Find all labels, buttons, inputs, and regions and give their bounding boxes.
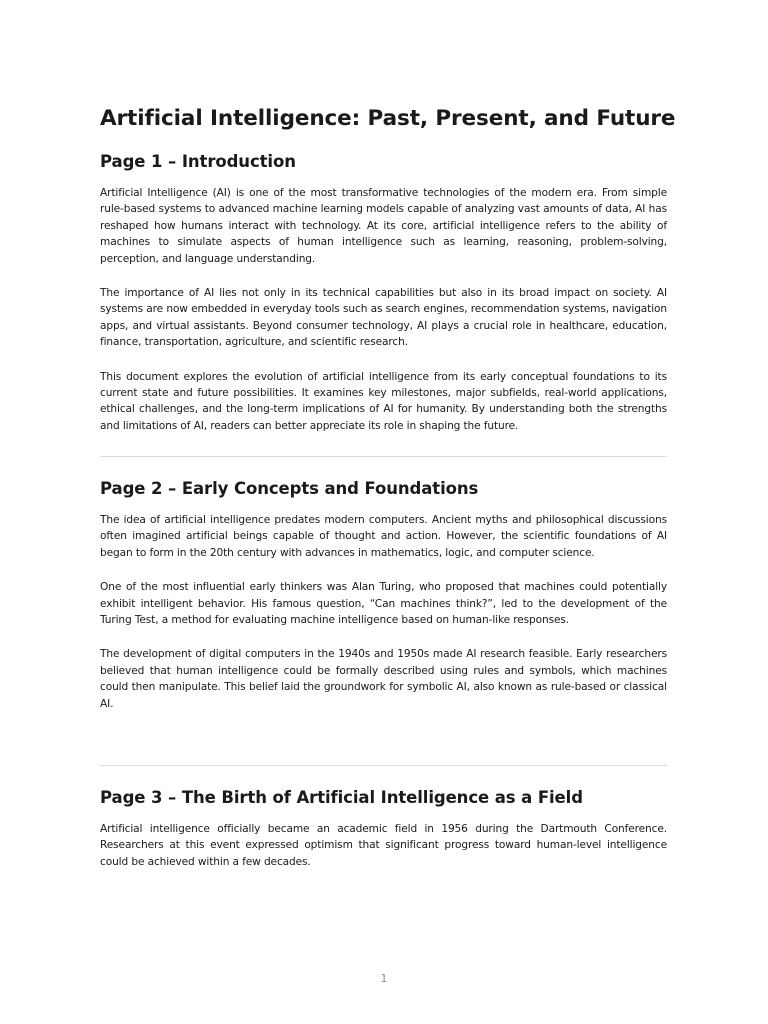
paragraph: Artificial Intelligence (AI) is one of the most transformative technologies of the modern era. From simple rule-based systems to advanced machine learning models capable of analyzing vast amounts of data, AI has reshaped how humans interact with technology. At its core, artificial intelligence refers to the ability of machines to simulate aspects of human intelligence such as learning, reasoning, problem-solving, perception, and language understanding.: [100, 187, 667, 265]
paragraph: The development of digital computers in the 1940s and 1950s made AI research feasible. Early researchers believed that human intelligence could be formally described using rules and symbols, which machines could then manipulate. This belief laid the groundwork for symbolic AI, also known as rule-based or classical AI.: [100, 648, 667, 710]
section-birth-of-ai: [100, 786, 667, 870]
section-divider: [100, 765, 667, 766]
paragraph: Artificial intelligence officially became an academic field in 1956 during the Dartmouth Conference. Researchers at this event expressed optimism that significant progress toward human-level intelligence could be achieved within a few decades.: [100, 823, 667, 868]
paragraph: One of the most influential early thinkers was Alan Turing, who proposed that machines could potentially exhibit intelligent behavior. His famous question, “Can machines think?”, led to the development of the Turing Test, a method for evaluating machine intelligence based on human-like responses.: [100, 581, 667, 627]
section-early-concepts: [100, 477, 667, 712]
paragraph: The idea of artificial intelligence predates modern computers. Ancient myths and philosophical discussions often imagined artificial beings capable of thought and action. However, the scientific foundations of AI began to form in the 20th century with advances in mathematics, logic, and computer science.: [100, 514, 667, 559]
section-introduction: [100, 150, 667, 434]
section-heading: Page 1 – Introduction: [100, 152, 296, 171]
section-heading: Page 2 – Early Concepts and Foundations: [100, 479, 479, 498]
section-divider: [100, 456, 667, 457]
paragraph: The importance of AI lies not only in its technical capabilities but also in its broad impact on society. AI systems are now embedded in everyday tools such as search engines, recommendation systems, navigation apps, and virtual assistants. Beyond consumer technology, AI plays a crucial role in healthcare, education, finance, transportation, agriculture, and scientific research.: [100, 287, 667, 349]
page-number: 1: [380, 973, 388, 985]
document-title: Artificial Intelligence: Past, Present, and Future: [100, 106, 676, 131]
section-heading: Page 3 – The Birth of Artificial Intelligence as a Field: [100, 788, 583, 807]
paragraph: This document explores the evolution of artificial intelligence from its early conceptual foundations to its current state and future possibilities. It examines key milestones, major subfields, real-world applications, ethical challenges, and the long-term implications of AI for humanity. By understanding both the strengths and limitations of AI, readers can better appreciate its role in shaping the future.: [100, 370, 667, 432]
